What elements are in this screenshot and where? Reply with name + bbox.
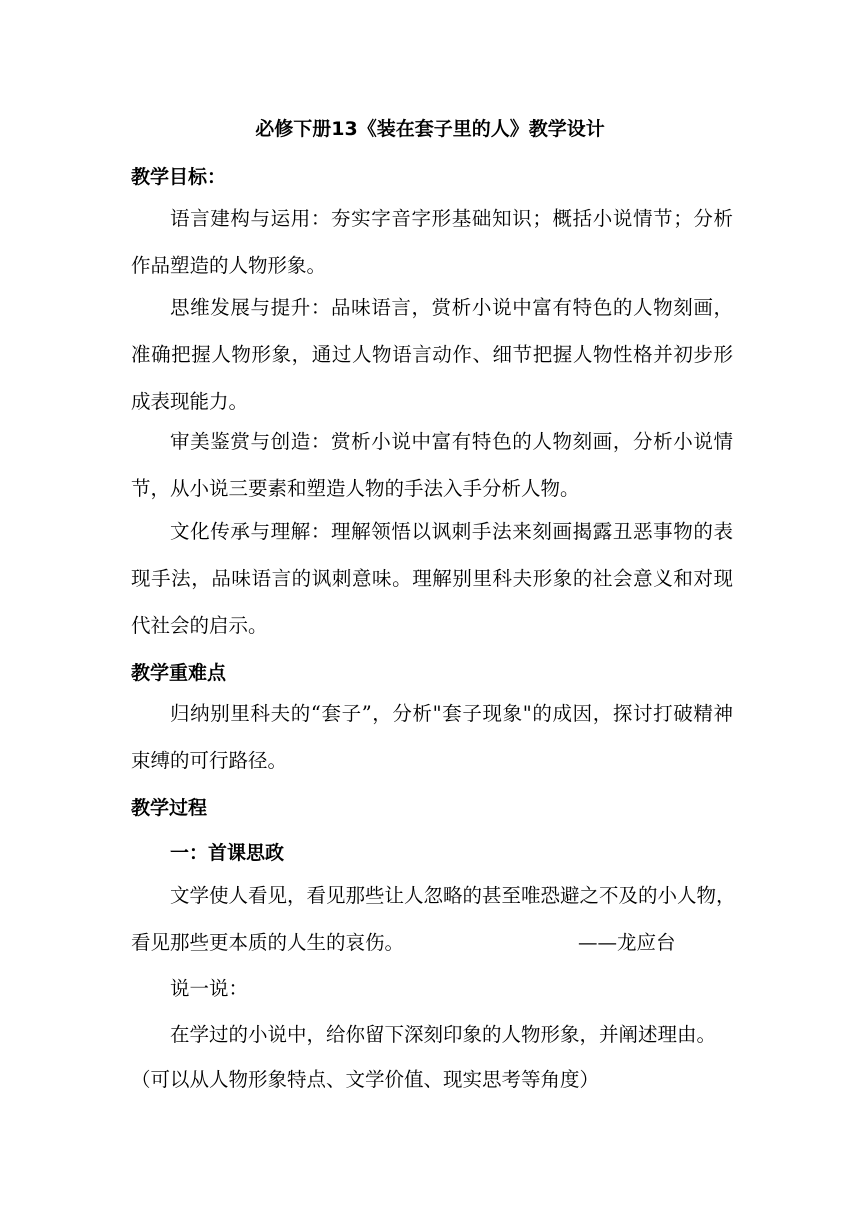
teaching-process-heading: 教学过程 [131,797,208,819]
task-line-2: （可以从人物形象特点、文学价值、现实思考等角度） [131,1068,600,1091]
step1-heading: 一：首课思政 [170,842,285,864]
task-line-1: 在学过的小说中，给你留下深刻印象的人物形象，并阐述理由。 [170,1023,717,1046]
goal-aesthetic: 审美鉴赏与创造：赏析小说中富有特色的人物刻画，分析小说情节，从小说三要素和塑造人物的手法入手分析人物。 [131,430,733,500]
goal-culture: 文化传承与理解：理解领悟以讽刺手法来刻画揭露丑恶事物的表现手法，品味语言的讽刺意味。理解别里科夫形象的社会意义和对现代社会的启示。 [131,520,733,637]
prompt-label: 说一说： [170,977,249,1000]
key-points-text: 归纳别里科夫的“套子”，分析"套子现象"的成因，探讨打破精神束缚的可行路径。 [131,702,733,772]
teaching-goals-heading: 教学目标： [131,166,227,188]
quote-author: ——龙应台 [578,931,676,954]
quote-line-1: 文学使人看见，看见那些让人忽略的甚至唯恐避之不及的小人物， [170,884,736,907]
key-points-heading: 教学重难点 [131,662,227,684]
goal-language: 语言建构与运用：夯实字音字形基础知识；概括小说情节；分析作品塑造的人物形象。 [131,207,733,277]
goal-thinking: 思维发展与提升：品味语言，赏析小说中富有特色的人物刻画，准确把握人物形象，通过人物语言动作、细节把握人物性格并初步形成表现能力。 [131,296,733,413]
quote-line-2: 看见那些更本质的人生的哀伤。 [131,931,405,954]
document-title: 必修下册13《装在套子里的人》教学设计 [255,118,605,140]
